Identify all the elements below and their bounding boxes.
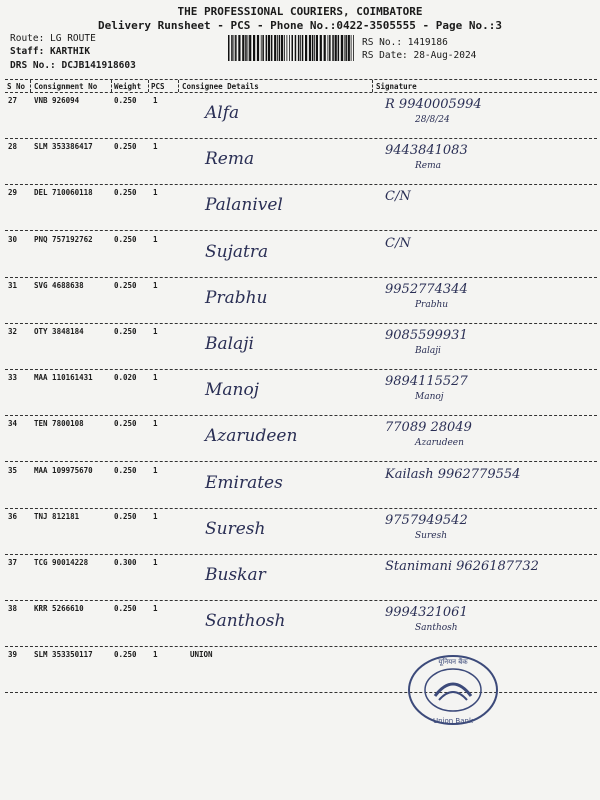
- pcs: 1: [153, 604, 158, 614]
- divider: [5, 79, 597, 80]
- pcs: 1: [153, 327, 158, 336]
- handwritten-name: Prabhu: [205, 287, 268, 308]
- consignment-no: MAA 109975670: [34, 465, 93, 475]
- barcode-bar: [298, 35, 300, 61]
- row-sno: 27: [8, 96, 18, 105]
- consignment-no: SLM 353350117: [34, 650, 93, 660]
- barcode-bar: [231, 35, 233, 61]
- pcs: 1: [153, 280, 158, 290]
- barcode-bar: [295, 35, 297, 61]
- consignment-no: KRR 5266610: [34, 604, 84, 614]
- weight: 0.250: [114, 465, 137, 475]
- table-row: [0, 93, 600, 139]
- barcode-bar: [351, 35, 352, 61]
- barcode-bar: [281, 35, 283, 61]
- row-sno: 36: [8, 511, 18, 521]
- staff-label: Staff: KARTHIK: [10, 46, 91, 57]
- barcode: [228, 35, 356, 61]
- pcs: 1: [153, 511, 158, 521]
- table-row: [0, 555, 600, 601]
- barcode-bar: [292, 35, 294, 61]
- barcode-bar: [312, 35, 314, 61]
- signature-note: Azarudeen: [415, 438, 464, 449]
- rs-date: RS Date: 28-Aug-2024: [362, 50, 477, 61]
- table-row: [0, 324, 600, 370]
- signature-note: Prabhu: [415, 299, 449, 310]
- weight: 0.250: [114, 650, 137, 660]
- row-sno: 39: [8, 650, 18, 660]
- row-sno: 33: [8, 373, 18, 383]
- handwritten-name: Suresh: [205, 518, 266, 539]
- union-bank-stamp: [405, 652, 501, 728]
- barcode-bar: [245, 35, 247, 61]
- handwritten-name: Palanivel: [205, 195, 283, 216]
- consignment-no: MAA 110161431: [34, 373, 93, 383]
- weight: 0.250: [114, 96, 137, 105]
- row-sno: 34: [8, 419, 18, 429]
- col-sep: [372, 80, 373, 92]
- barcode-bar: [253, 35, 255, 61]
- barcode-bar: [335, 35, 337, 61]
- consignment-no: PNQ 757192762: [34, 234, 93, 244]
- weight: 0.250: [114, 511, 137, 521]
- signature: C/N: [385, 189, 411, 205]
- handwritten-name: Alfa: [205, 103, 240, 123]
- signature: C/N: [385, 235, 411, 251]
- handwritten-name: Buskar: [205, 565, 266, 585]
- signature-note: Manoj: [415, 392, 444, 403]
- pcs: 1: [153, 142, 158, 152]
- col-sep: [111, 80, 112, 92]
- barcode-bar: [261, 35, 262, 61]
- pcs: 1: [153, 373, 158, 383]
- row-sno: 37: [8, 558, 18, 567]
- signature: 9994321061: [385, 605, 468, 621]
- signature-note: Rema: [415, 161, 442, 172]
- weight: 0.020: [114, 373, 137, 383]
- signature: 9443841083: [385, 143, 468, 159]
- barcode-bar: [268, 35, 270, 61]
- barcode-bar: [234, 35, 235, 61]
- consignment-no: TCG 90014228: [34, 558, 89, 567]
- signature-note: Balaji: [415, 346, 441, 356]
- pcs: 1: [153, 234, 158, 244]
- barcode-bar: [289, 35, 290, 61]
- barcode-bar: [314, 35, 315, 61]
- barcode-bar: [329, 35, 331, 61]
- barcode-bar: [274, 35, 276, 61]
- consignee-details: UNION: [190, 650, 213, 660]
- barcode-bar: [277, 35, 278, 61]
- barcode-bar: [320, 35, 322, 61]
- pcs: 1: [153, 650, 158, 660]
- pcs: 1: [153, 188, 158, 198]
- signature-note: Suresh: [415, 530, 448, 541]
- barcode-bar: [300, 35, 301, 61]
- pcs: 1: [153, 96, 158, 105]
- handwritten-name: Manoj: [205, 380, 259, 401]
- row-sno: 38: [8, 604, 18, 614]
- weight: 0.300: [114, 558, 137, 567]
- barcode-bar: [279, 35, 281, 61]
- weight: 0.250: [114, 280, 137, 290]
- route-label: Route: LG ROUTE: [10, 33, 96, 44]
- signature-note: Santhosh: [415, 623, 458, 634]
- col-pcs: PCS: [151, 82, 165, 91]
- stamp-text-top: यूनियन बैंक: [438, 658, 468, 666]
- barcode-bar: [271, 35, 273, 61]
- handwritten-name: Rema: [205, 149, 255, 170]
- signature: 77089 28049: [385, 420, 472, 436]
- barcode-bar: [262, 35, 264, 61]
- weight: 0.250: [114, 419, 137, 429]
- barcode-bar: [316, 35, 318, 61]
- barcode-bar: [266, 35, 268, 61]
- handwritten-name: Santhosh: [205, 611, 286, 632]
- barcode-bar: [348, 35, 350, 61]
- signature: 9757949542: [385, 512, 468, 528]
- consignment-no: DEL 710060118: [34, 188, 93, 198]
- table-row: [0, 416, 600, 462]
- row-sno: 28: [8, 142, 18, 152]
- barcode-bar: [353, 35, 354, 61]
- col-sep: [148, 80, 149, 92]
- barcode-bar: [242, 35, 244, 61]
- table-row: [0, 139, 600, 185]
- signature: Kailash 9962779554: [385, 466, 521, 482]
- col-consignee: Consignee Details: [182, 82, 259, 91]
- barcode-bar: [238, 35, 240, 61]
- handwritten-name: Balaji: [205, 334, 254, 354]
- barcode-bar: [345, 35, 347, 61]
- signature: 9894115527: [385, 374, 468, 390]
- barcode-bar: [328, 35, 329, 61]
- table-row: [0, 232, 600, 278]
- consignment-no: TEN 7800108: [34, 419, 84, 429]
- table-row: [0, 185, 600, 231]
- signature: 9085599931: [385, 328, 468, 343]
- consignment-no: VNB 926094: [34, 96, 80, 105]
- weight: 0.250: [114, 604, 137, 614]
- col-signature: Signature: [376, 82, 417, 91]
- row-divider: [5, 692, 597, 693]
- handwritten-name: Azarudeen: [205, 426, 298, 447]
- table-row: [0, 647, 600, 693]
- col-sep: [30, 80, 31, 92]
- table-row: [0, 601, 600, 647]
- barcode-bar: [344, 35, 345, 61]
- signature: R 9940005994: [385, 97, 482, 112]
- handwritten-name: Emirates: [205, 472, 283, 493]
- table-row: [0, 509, 600, 555]
- consignment-no: OTY 3848184: [34, 327, 84, 336]
- row-sno: 31: [8, 280, 18, 290]
- col-weight: Weight: [114, 82, 142, 91]
- signature-note: 28/8/24: [415, 115, 450, 125]
- barcode-bar: [341, 35, 343, 61]
- row-sno: 30: [8, 234, 18, 244]
- row-sno: 32: [8, 327, 18, 336]
- weight: 0.250: [114, 188, 137, 198]
- weight: 0.250: [114, 327, 137, 336]
- signature: 9952774344: [385, 281, 468, 297]
- barcode-bar: [309, 35, 311, 61]
- barcode-bar: [228, 35, 230, 61]
- row-sno: 29: [8, 188, 18, 198]
- table-row: [0, 370, 600, 416]
- consignment-no: SLM 353386417: [34, 142, 93, 152]
- barcode-bar: [248, 35, 249, 61]
- barcode-bar: [287, 35, 288, 61]
- row-sno: 35: [8, 465, 18, 475]
- table-row: [0, 278, 600, 324]
- barcode-bar: [324, 35, 326, 61]
- weight: 0.250: [114, 142, 137, 152]
- barcode-bar: [302, 35, 304, 61]
- weight: 0.250: [114, 234, 137, 244]
- company-title: THE PROFESSIONAL COURIERS, COIMBATORE: [177, 5, 423, 18]
- barcode-bar: [332, 35, 334, 61]
- pcs: 1: [153, 558, 158, 567]
- pcs: 1: [153, 419, 158, 429]
- table-row: [0, 463, 600, 509]
- pcs: 1: [153, 465, 158, 475]
- barcode-bar: [235, 35, 237, 61]
- barcode-bar: [284, 35, 285, 61]
- consignment-no: TNJ 812181: [34, 511, 80, 521]
- signature: Stanimani 9626187732: [385, 559, 539, 574]
- barcode-bar: [305, 35, 307, 61]
- barcode-bar: [257, 35, 259, 61]
- stamp-text-bottom: Union Bank: [432, 717, 474, 725]
- barcode-bar: [249, 35, 251, 61]
- col-sno: S No: [7, 82, 26, 91]
- handwritten-name: Sujatra: [205, 241, 269, 262]
- drs-number: DRS No.: DCJB141918603: [10, 60, 136, 71]
- runsheet-subtitle: Delivery Runsheet - PCS - Phone No.:0422-3505555 - Page No.:3: [98, 19, 502, 32]
- rs-number: RS No.: 1419186: [362, 37, 448, 48]
- col-consignment: Consignment No: [34, 82, 98, 91]
- barcode-bar: [338, 35, 340, 61]
- consignment-no: SVG 4688638: [34, 280, 84, 290]
- col-sep: [178, 80, 179, 92]
